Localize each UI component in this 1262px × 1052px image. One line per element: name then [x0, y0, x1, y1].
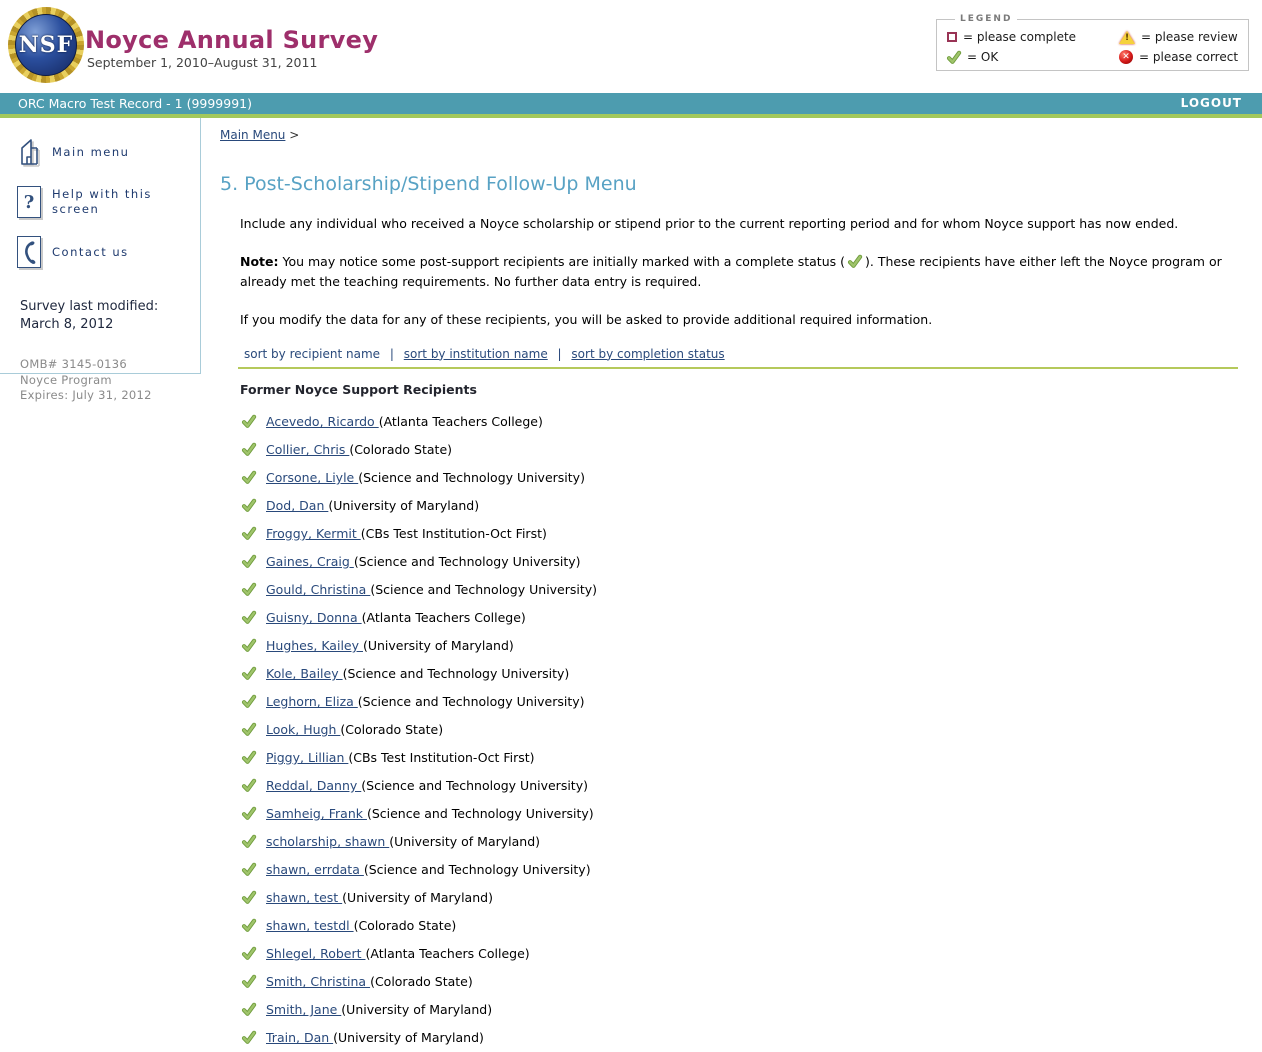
check-icon: [242, 611, 256, 624]
sort-by-recipient-name[interactable]: sort by recipient name: [244, 346, 381, 361]
omb-info: OMB# 3145-0136 Noyce Program Expires: July 31, 2012: [20, 357, 152, 403]
recipient-institution: (CBs Test Institution-Oct First): [360, 526, 547, 541]
help-icon: ?: [17, 186, 41, 218]
main-content: [220, 128, 1242, 1052]
phone-icon: [17, 236, 41, 268]
recipient-row: [242, 856, 1242, 884]
check-icon: [242, 667, 256, 680]
recipient-row: [242, 660, 1242, 688]
sidebar-item-label: Contact us: [52, 244, 129, 259]
check-icon: [242, 751, 256, 764]
sidebar-item-label: Main menu: [52, 144, 130, 159]
recipient-name-link[interactable]: Train, Dan: [266, 1030, 334, 1045]
check-icon: [242, 443, 256, 456]
recipient-row: [242, 408, 1242, 436]
check-icon: [242, 835, 256, 848]
check-icon: [242, 919, 256, 932]
recipient-institution: (University of Maryland): [342, 890, 493, 905]
recipient-list: [242, 408, 1242, 1052]
recipient-name-link[interactable]: shawn, testdl: [266, 918, 354, 933]
check-icon: [242, 1031, 256, 1044]
recipient-row: [242, 436, 1242, 464]
logout-button[interactable]: LOGOUT: [1180, 96, 1242, 110]
legend-label: = please correct: [1139, 50, 1239, 64]
recipient-name-link[interactable]: Gaines, Craig: [266, 554, 354, 569]
recipient-name-link[interactable]: Samheig, Frank: [266, 806, 367, 821]
recipient-institution: (Science and Technology University): [361, 778, 588, 793]
page-header: [0, 0, 1262, 93]
recipient-institution: (University of Maryland): [333, 1030, 484, 1045]
note-label: Note:: [240, 254, 279, 270]
check-icon: [242, 555, 256, 568]
recipient-row: [242, 744, 1242, 772]
recipient-institution: (Colorado State): [349, 442, 453, 457]
check-icon: [242, 695, 256, 708]
recipient-name-link[interactable]: Reddal, Danny: [266, 778, 362, 793]
recipient-name-link[interactable]: Froggy, Kermit: [266, 526, 361, 541]
nsf-logo-text: NSF: [18, 32, 74, 58]
check-icon: [242, 639, 256, 652]
legend-label: = OK: [967, 50, 999, 64]
intro-paragraph: Include any individual who received a Noyce scholarship or stipend prior to the current reporting period and for whom Noyce support has now ended.: [240, 216, 1179, 231]
recipient-row: [242, 1024, 1242, 1052]
recipient-name-link[interactable]: Acevedo, Ricardo: [266, 414, 379, 429]
check-icon: [242, 975, 256, 988]
recipient-institution: (Science and Technology University): [370, 582, 598, 597]
recipient-row: [242, 576, 1242, 604]
recipient-name-link[interactable]: Hughes, Kailey: [266, 638, 363, 653]
legend-item-review: [1119, 30, 1238, 44]
sort-divider: [238, 367, 1238, 369]
recipient-institution: (University of Maryland): [341, 1002, 493, 1017]
survey-period: September 1, 2010–August 31, 2011: [87, 55, 318, 70]
recipient-name-link[interactable]: Kole, Bailey: [266, 666, 343, 681]
recipient-institution: (Colorado State): [353, 918, 457, 933]
legend-item-correct: [1119, 50, 1238, 64]
legend-label: = please review: [1141, 30, 1238, 44]
app-title: Noyce Annual Survey: [85, 26, 379, 54]
recipient-name-link[interactable]: Gould, Christina: [266, 582, 371, 597]
recipient-institution: (Atlanta Teachers College): [378, 414, 543, 429]
recipient-row: [242, 884, 1242, 912]
recipient-row: [242, 548, 1242, 576]
recipient-row: [242, 940, 1242, 968]
recipient-row: [242, 772, 1242, 800]
recipient-institution: (University of Maryland): [328, 498, 480, 513]
recipient-name-link[interactable]: Smith, Christina: [266, 974, 371, 989]
recipient-institution: (Science and Technology University): [363, 862, 591, 877]
recipient-name-link[interactable]: Collier, Chris: [266, 442, 350, 457]
recipient-row: [242, 716, 1242, 744]
recipient-row: [242, 688, 1242, 716]
sort-links: sort by recipient name | sort by institution name | sort by completion status: [244, 346, 725, 361]
square-icon: [947, 32, 957, 42]
recipient-name-link[interactable]: shawn, errdata: [266, 862, 364, 877]
recipient-name-link[interactable]: Guisny, Donna: [266, 610, 362, 625]
legend-label: = please complete: [963, 30, 1077, 44]
check-icon: [947, 51, 961, 64]
sort-by-completion-status[interactable]: sort by completion status: [571, 346, 725, 361]
recipient-institution: (Science and Technology University): [366, 806, 594, 821]
recipient-name-link[interactable]: Look, Hugh: [266, 722, 341, 737]
legend-title: LEGEND: [955, 14, 1017, 24]
recipient-name-link[interactable]: scholarship, shawn: [266, 834, 390, 849]
check-icon: [242, 779, 256, 792]
breadcrumb: [220, 128, 1242, 142]
warning-icon: [1119, 31, 1135, 44]
record-label: ORC Macro Test Record - 1 (9999991): [18, 96, 252, 111]
sidebar-item-main-menu[interactable]: [17, 136, 200, 168]
check-icon: [242, 807, 256, 820]
recipient-institution: (Science and Technology University): [358, 470, 585, 485]
recipient-name-link[interactable]: Dod, Dan: [266, 498, 329, 513]
survey-last-modified: Survey last modified: March 8, 2012: [20, 299, 159, 332]
check-icon: [242, 471, 256, 484]
recipient-institution: (Colorado State): [370, 974, 473, 989]
sidebar-item-label: Help with this screen: [52, 187, 152, 216]
legend-item-complete: [947, 30, 1119, 44]
page-title: 5. Post-Scholarship/Stipend Follow-Up Menu: [220, 173, 637, 195]
check-icon: [242, 415, 256, 428]
recipient-row: [242, 996, 1242, 1024]
recipient-row: [242, 632, 1242, 660]
nsf-logo-globe: [15, 14, 77, 76]
recipient-name-link[interactable]: shawn, test: [266, 890, 343, 905]
breadcrumb-main-menu-link[interactable]: Main Menu: [220, 128, 286, 142]
sidebar: [0, 118, 201, 403]
recipient-row: [242, 800, 1242, 828]
recipient-institution: (Colorado State): [340, 722, 444, 737]
recipient-institution: (Science and Technology University): [357, 694, 585, 709]
recipient-row: [242, 464, 1242, 492]
check-icon: [242, 583, 256, 596]
recipient-institution: (Atlanta Teachers College): [361, 610, 526, 625]
check-icon: [242, 1003, 256, 1016]
sidebar-item-contact[interactable]: [17, 236, 200, 268]
sidebar-item-help[interactable]: [17, 186, 200, 218]
recipient-institution: (CBs Test Institution-Oct First): [348, 750, 535, 765]
recipient-row: [242, 492, 1242, 520]
recipient-row: [242, 828, 1242, 856]
breadcrumb-separator: >: [289, 128, 300, 142]
recipient-row: [242, 968, 1242, 996]
recipient-row: [242, 520, 1242, 548]
recipient-name-link[interactable]: Corsone, Liyle: [266, 470, 359, 485]
recipient-name-link[interactable]: Piggy, Lillian: [266, 750, 349, 765]
check-icon: [848, 255, 862, 268]
record-bar: [0, 93, 1262, 114]
note-paragraph: Note: You may notice some post-support recipients are initially marked with a complete status ( ). These recipients have either left the Noyce program or already met the teaching requirements. No further data entry is required.: [240, 254, 1222, 289]
nsf-logo: [8, 6, 86, 86]
list-heading: Former Noyce Support Recipients: [240, 381, 477, 397]
check-icon: [242, 863, 256, 876]
recipient-institution: (University of Maryland): [389, 834, 541, 849]
recipient-institution: (Atlanta Teachers College): [365, 946, 530, 961]
recipient-institution: (University of Maryland): [362, 638, 514, 653]
error-icon: ✕: [1119, 50, 1133, 64]
check-icon: [242, 891, 256, 904]
recipient-name-link[interactable]: Smith, Jane: [266, 1002, 342, 1017]
recipient-name-link[interactable]: Shlegel, Robert: [266, 946, 366, 961]
recipient-row: [242, 912, 1242, 940]
home-icon: [17, 136, 41, 168]
modify-paragraph: If you modify the data for any of these recipients, you will be asked to provide additional required information.: [240, 312, 933, 328]
legend-box: [936, 14, 1249, 71]
check-icon: [242, 723, 256, 736]
sort-by-institution-name[interactable]: sort by institution name: [403, 346, 548, 361]
recipient-institution: (Science and Technology University): [342, 666, 570, 681]
check-icon: [242, 947, 256, 960]
recipient-institution: (Science and Technology University): [353, 554, 581, 569]
check-icon: [242, 527, 256, 540]
legend-item-ok: [947, 50, 1119, 64]
recipient-name-link[interactable]: Leghorn, Eliza: [266, 694, 358, 709]
check-icon: [242, 499, 256, 512]
recipient-row: [242, 604, 1242, 632]
